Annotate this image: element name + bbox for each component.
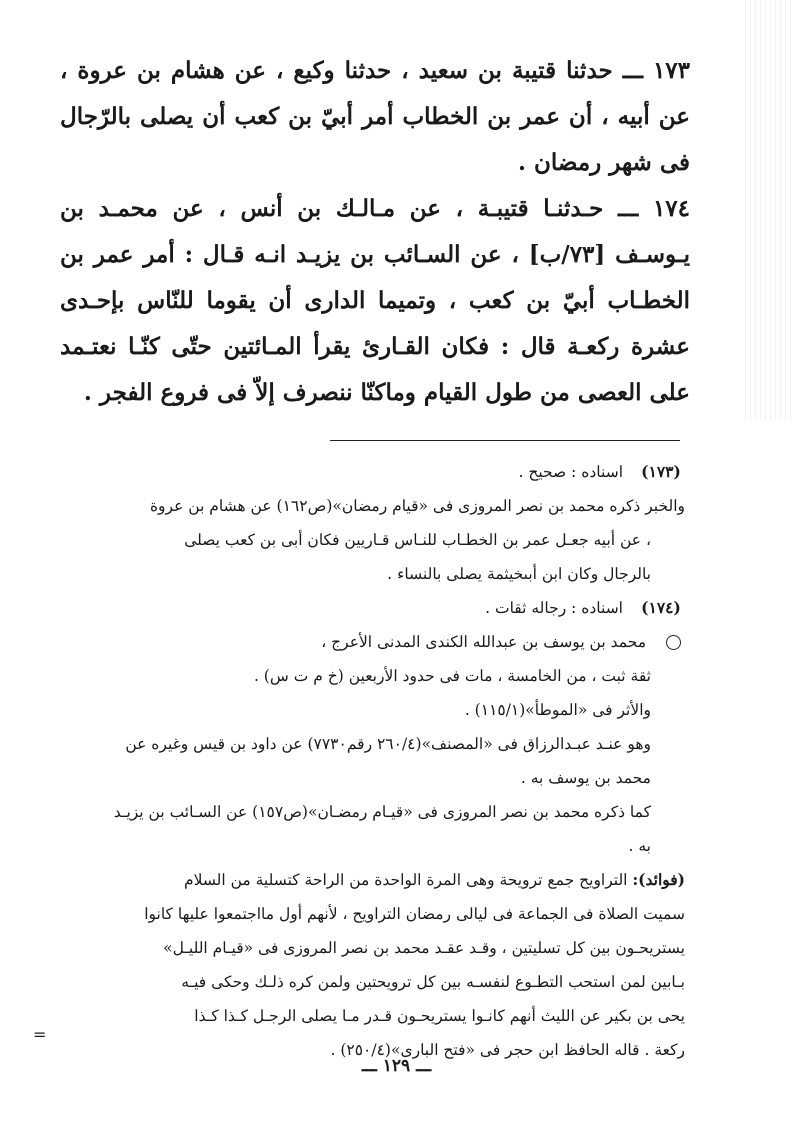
footnotes bbox=[60, 455, 685, 1067]
note-174-line: كما ذكره محمد بن نصر المروزى فى «قيـام رمضـان»(ص١٥٧) عن السـائب بن يزيـد bbox=[113, 803, 651, 821]
note-174-line: ثقة ثبت ، من الخامسة ، مات فى حدود الأربعين (خ م ت س) . bbox=[253, 667, 651, 685]
hadith-173: ١٧٣ ـــ حدثنا قتيبة بن سعيد ، حدثنا وكيع ، عن هشام بن عروة ، عن أبيه ، أن عمر بن الخطاب أمر أبيّ بن كعب أن يصلى بالرّجال فى شهر رمضان . bbox=[60, 57, 690, 176]
benefits-label: (فوائد): bbox=[632, 870, 685, 889]
note-174-line: والأثر فى «الموطأ»(١١٥/١) . bbox=[464, 701, 651, 719]
benefits-line bbox=[60, 863, 685, 897]
scan-edge-artifact bbox=[745, 0, 793, 420]
benefits-line: يستريحـون بين كل تسليتين ، وقـد عقـد محمد بن نصر المروزى فى «قيـام الليـل» bbox=[163, 939, 685, 957]
note-174-grade: اسناده : رجاله ثقات . bbox=[485, 599, 623, 617]
note-173-number: (١٧٣) bbox=[641, 462, 681, 481]
benefits-line: يحى بن بكير عن الليث أنهم كانـوا يستريحـون قـدر مـا يصلى الرجـل كـذا كـذا bbox=[194, 1007, 685, 1025]
note-174-number: (١٧٤) bbox=[641, 598, 681, 617]
note-174-line: وهو عنـد عبـدالرزاق فى «المصنف»(٢٦٠/٤ رقم٧٧٣٠) عن داود بن قيس وغيره عن bbox=[125, 735, 651, 753]
hadith-174: ١٧٤ ـــ حـدثنـا قتيبـة ، عن مـالـك بن أنس ، عن محمـد بن يـوسـف [٧٣/ب] ، عن السـائب بن يزيـد انـه قـال : أمر عمر بن الخطـاب أبيّ بن كعب ، وتميما الدارى أن يقوما للنّاس بإحـدى عشرة ركعـة قال : فكان القـارئ يقرأ المـائتين حتّى كنّـا نعتـمد على العصى من طول القيام وماكنّا ننصرف إلاّ فى فروع الفجر . bbox=[60, 195, 691, 406]
benefits-line: بـابين لمن استحب التطـوع لنفسـه بين كل ترويحتين ولمن كره ذلـك وحكى فيـه bbox=[181, 973, 685, 991]
note-173-line: ، عن أبيه جعـل عمر بن الخطـاب للنـاس قـاريين فكان أبى بن كعب يصلى bbox=[184, 531, 651, 549]
benefits-text: التراويح جمع ترويحة وهى المرة الواحدة من الراحة كتسلية من السلام bbox=[183, 871, 628, 889]
note-174-line: محمد بن يوسف به . bbox=[520, 769, 651, 787]
footnote-divider bbox=[330, 440, 680, 441]
note-173-line: والخبر ذكره محمد بن نصر المروزى فى «قيام رمضان»(ص١٦٢) عن هشام بن عروة bbox=[149, 497, 685, 515]
note-174-line: محمد بن يوسف بن عبدالله الكندى المدنى الأعرج ، bbox=[321, 633, 646, 651]
page-number: ـــ ١٢٩ ـــ bbox=[361, 1056, 432, 1076]
note-174-line: به . bbox=[628, 837, 651, 855]
circle-bullet-icon bbox=[666, 635, 681, 650]
note-173-heading bbox=[60, 455, 685, 489]
benefits-line: سميت الصلاة فى الجماعة فى ليالى رمضان التراويح ، لأنهم أول مااجتمعوا عليها كانوا bbox=[144, 905, 685, 923]
benefits-line: ركعة . قاله الحافظ ابن حجر فى «فتح البارى»(٢٥٠/٤) . bbox=[330, 1041, 685, 1059]
note-174-heading bbox=[60, 591, 685, 625]
margin-mark: = bbox=[33, 1025, 47, 1044]
main-text bbox=[60, 48, 690, 416]
note-173-line: بالرجال وكان ابن أبىخيثمة يصلى بالنساء . bbox=[387, 565, 651, 583]
note-173-grade: اسناده : صحيح . bbox=[518, 463, 623, 481]
note-174-narrator-row bbox=[60, 625, 685, 659]
